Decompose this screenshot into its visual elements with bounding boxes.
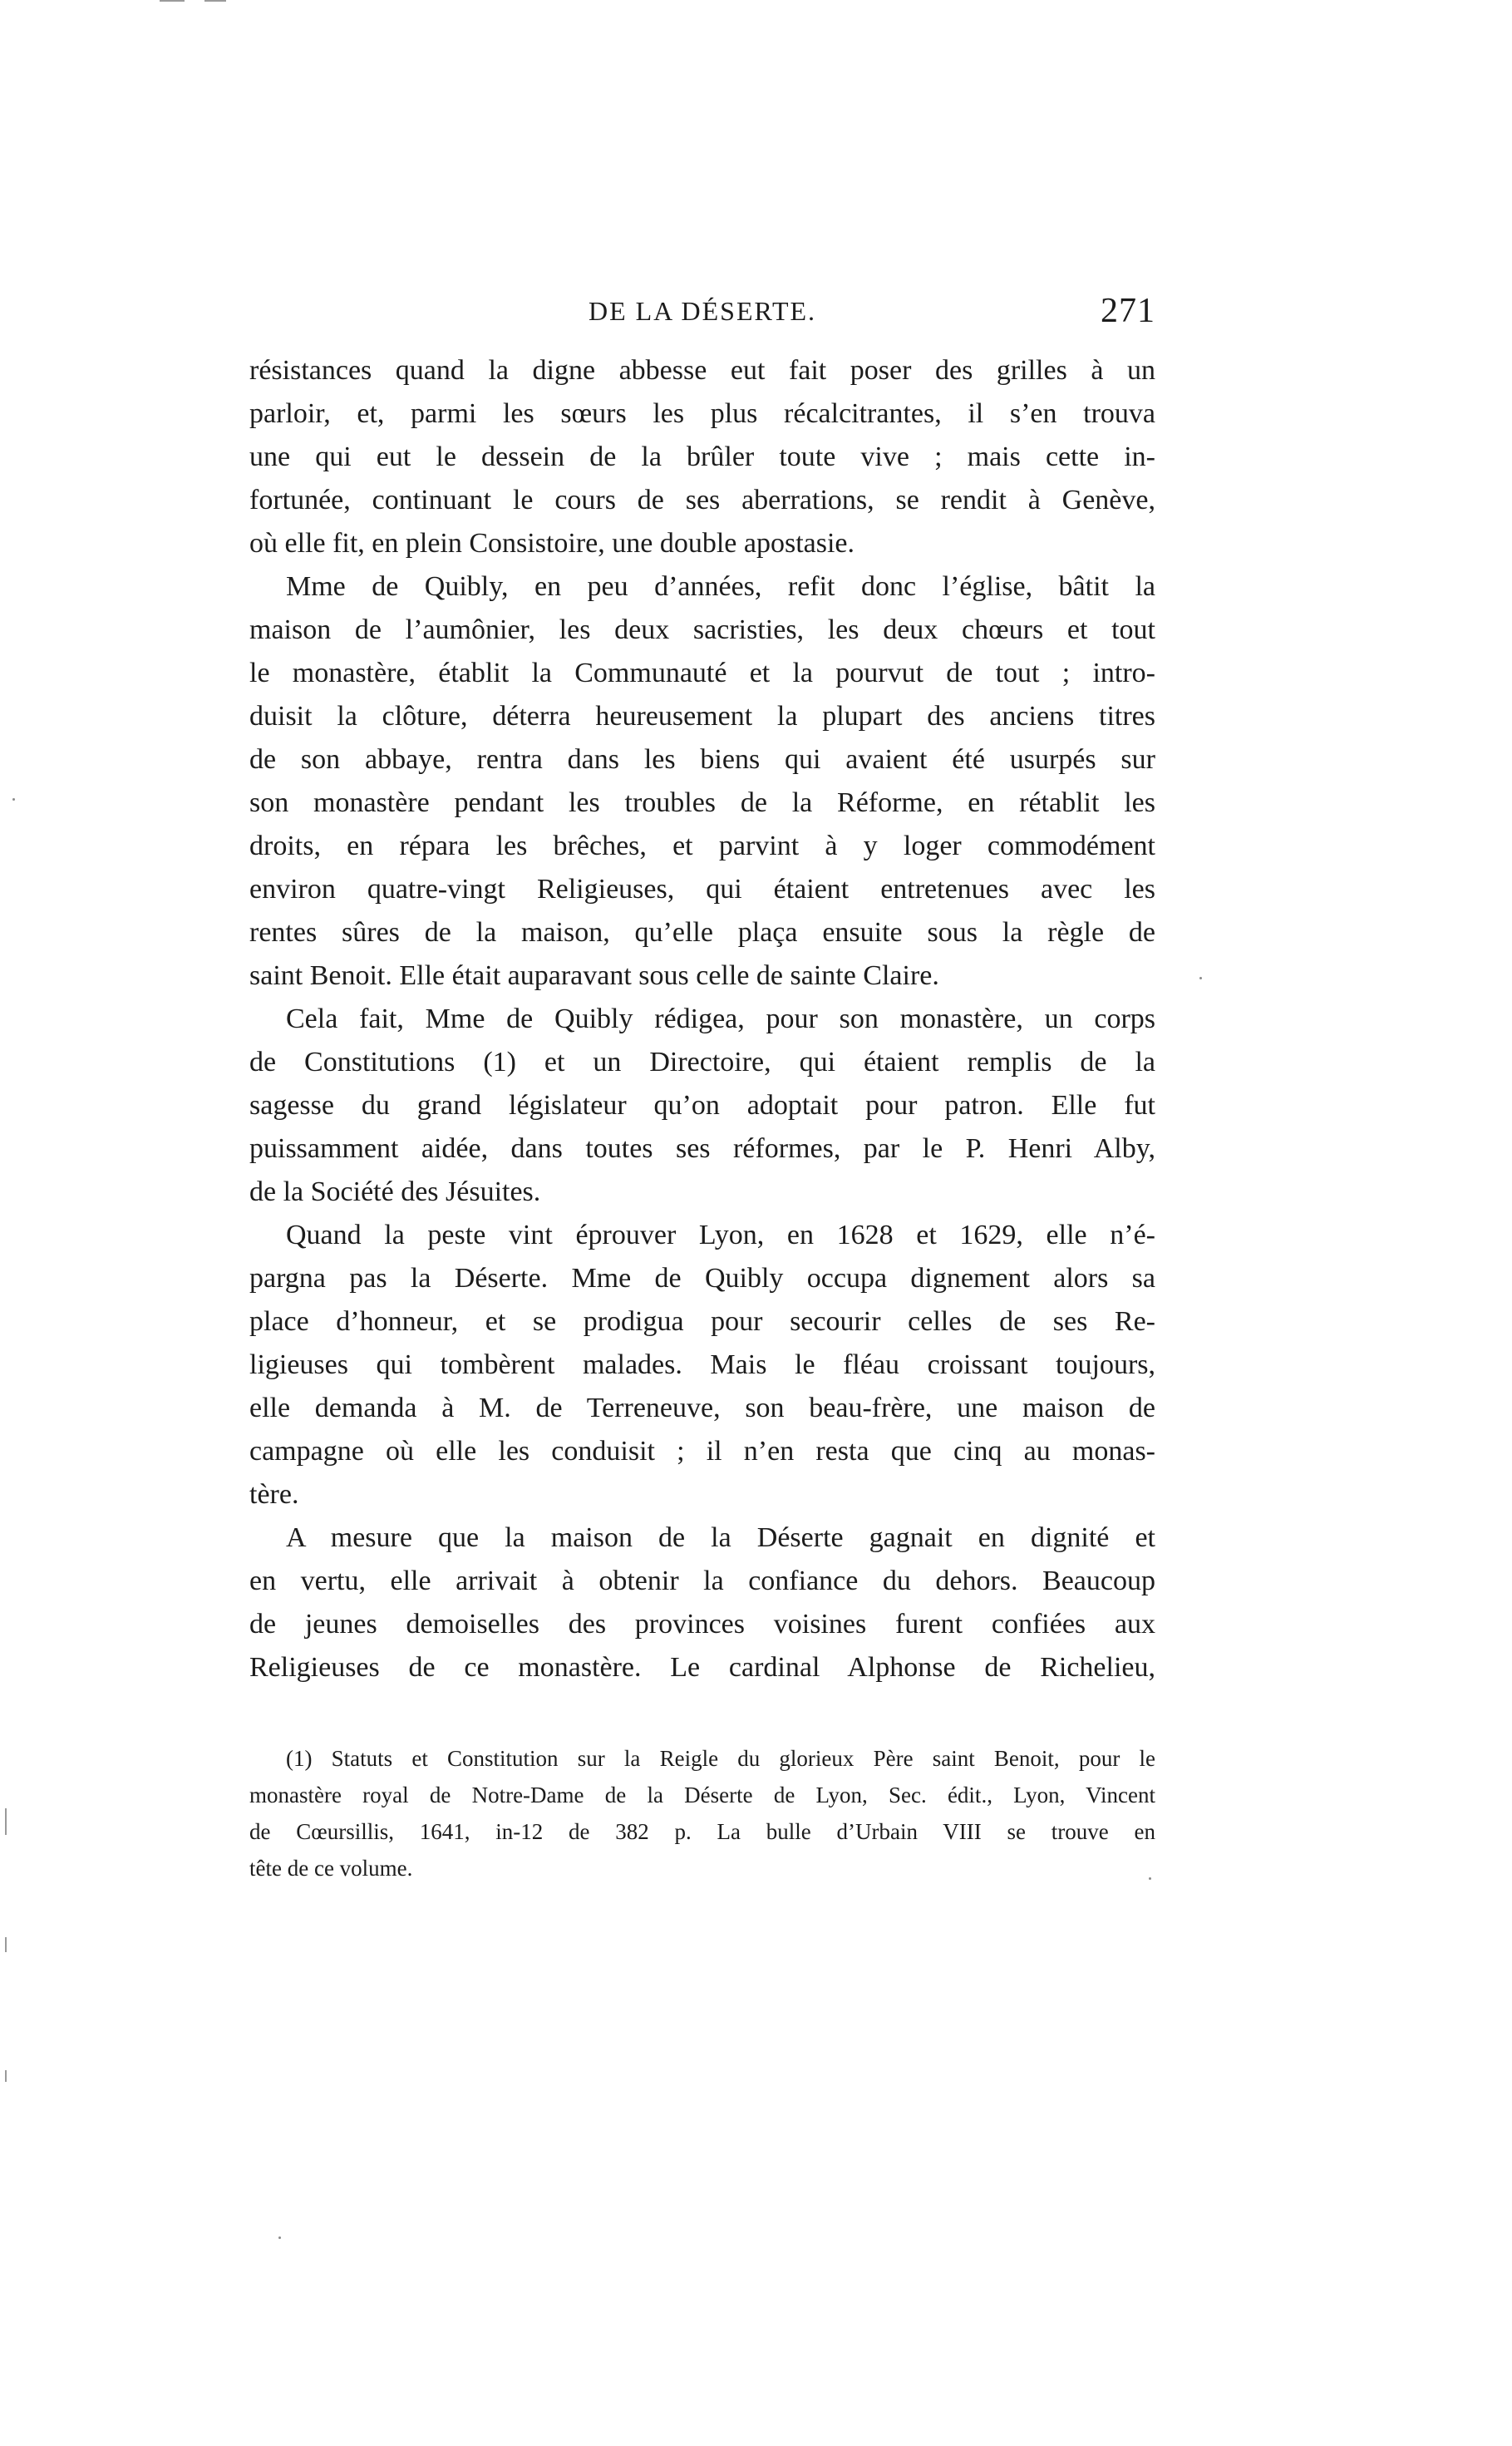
text-line: ligieuses qui tombèrent malades. Mais le fléau croissant toujours, xyxy=(249,1349,1155,1380)
text-line: de Constitutions (1) et un Directoire, qui étaient remplis de la xyxy=(249,1047,1155,1078)
page-number: 271 xyxy=(1101,292,1155,330)
text-line: une qui eut le dessein de la brûler toute vive ; mais cette in- xyxy=(249,441,1155,472)
scan-speck xyxy=(1199,977,1202,979)
text-line: puissamment aidée, dans toutes ses réformes, par le P. Henri Alby, xyxy=(249,1133,1155,1164)
scan-artifact-margin xyxy=(5,2070,7,2082)
body-text xyxy=(249,349,1155,1689)
text-line: fortunée, continuant le cours de ses aberrations, se rendit à Genève, xyxy=(249,485,1155,515)
footnote-line: de Cœursillis, 1641, in-12 de 382 p. La bulle d’Urbain VIII se trouve en xyxy=(249,1819,1155,1844)
running-title: DE LA DÉSERTE. xyxy=(588,296,817,326)
footnote-line: (1) Statuts et Constitution sur la Reigle du glorieux Père saint Benoit, pour le xyxy=(286,1746,1155,1771)
scan-speck xyxy=(278,2236,281,2239)
text-line: duisit la clôture, déterra heureusement la plupart des anciens titres xyxy=(249,701,1155,732)
text-line: droits, en répara les brêches, et parvint à y loger commodément xyxy=(249,831,1155,861)
footnote xyxy=(249,1740,1155,1886)
scan-artifact-top xyxy=(160,0,185,2)
text-line: parloir, et, parmi les sœurs les plus récalcitrantes, il s’en trouva xyxy=(249,398,1155,429)
scan-speck xyxy=(12,798,15,801)
scan-artifact-margin xyxy=(5,1808,7,1835)
text-line: de jeunes demoiselles des provinces voisines furent confiées aux xyxy=(249,1609,1155,1640)
scan-artifact-margin xyxy=(5,1937,7,1952)
text-line: de son abbaye, rentra dans les biens qui avaient été usurpés sur xyxy=(249,744,1155,775)
text-line: le monastère, établit la Communauté et la pourvut de tout ; intro- xyxy=(249,658,1155,688)
text-line: place d’honneur, et se prodigua pour secourir celles de ses Re- xyxy=(249,1306,1155,1337)
text-line: A mesure que la maison de la Déserte gagnait en dignité et xyxy=(286,1522,1155,1553)
text-line: sagesse du grand législateur qu’on adoptait pour patron. Elle fut xyxy=(249,1090,1155,1121)
text-line: rentes sûres de la maison, qu’elle plaça ensuite sous la règle de xyxy=(249,917,1155,948)
scan-artifact-top xyxy=(204,0,226,2)
text-line: Religieuses de ce monastère. Le cardinal Alphonse de Richelieu, xyxy=(249,1652,1155,1683)
text-line: résistances quand la digne abbesse eut fait poser des grilles à un xyxy=(249,355,1155,386)
text-line: de la Société des Jésuites. xyxy=(249,1176,541,1207)
text-line: saint Benoit. Elle était auparavant sous celle de sainte Claire. xyxy=(249,960,939,991)
text-line: son monastère pendant les troubles de la Réforme, en rétablit les xyxy=(249,787,1155,818)
text-line: elle demanda à M. de Terreneuve, son beau-frère, une maison de xyxy=(249,1393,1155,1423)
text-line: environ quatre-vingt Religieuses, qui étaient entretenues avec les xyxy=(249,874,1155,905)
text-line: pargna pas la Déserte. Mme de Quibly occupa dignement alors sa xyxy=(249,1263,1155,1294)
text-line: en vertu, elle arrivait à obtenir la confiance du dehors. Beaucoup xyxy=(249,1566,1155,1596)
footnote-line: monastère royal de Notre-Dame de la Déserte de Lyon, Sec. édit., Lyon, Vincent xyxy=(249,1783,1155,1807)
text-line: maison de l’aumônier, les deux sacristies, les deux chœurs et tout xyxy=(249,614,1155,645)
text-line: Cela fait, Mme de Quibly rédigea, pour son monastère, un corps xyxy=(286,1004,1155,1034)
text-line: Quand la peste vint éprouver Lyon, en 1628 et 1629, elle n’é- xyxy=(286,1220,1155,1250)
text-line: campagne où elle les conduisit ; il n’en resta que cinq au monas- xyxy=(249,1436,1155,1467)
text-line: Mme de Quibly, en peu d’années, refit donc l’église, bâtit la xyxy=(286,571,1155,602)
running-head xyxy=(249,291,1155,341)
footnote-line: tête de ce volume. xyxy=(249,1856,413,1881)
text-line: où elle fit, en plein Consistoire, une double apostasie. xyxy=(249,528,855,559)
text-line: tère. xyxy=(249,1479,299,1510)
